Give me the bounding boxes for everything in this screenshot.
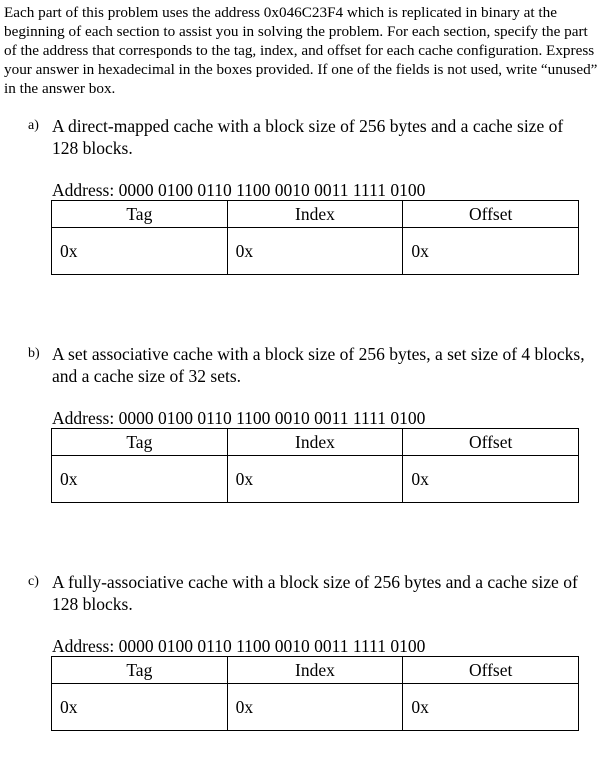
tag-header: Tag [52, 201, 228, 228]
part-b-offset-answer-box[interactable]: 0x [403, 456, 579, 503]
offset-header: Offset [403, 429, 579, 456]
part-a-answer-table [51, 200, 579, 275]
part-c-index-answer-box[interactable]: 0x [227, 684, 403, 731]
part-b-label: b) [28, 346, 40, 361]
part-a-address: Address: 0000 0100 0110 1100 0010 0011 1111 0100 [52, 180, 426, 200]
part-c-tag-answer-box[interactable]: 0x [52, 684, 228, 731]
part-b-address: Address: 0000 0100 0110 1100 0010 0011 1111 0100 [52, 408, 426, 428]
part-a-label: a) [28, 118, 39, 133]
part-c-label: c) [28, 574, 39, 589]
index-header: Index [227, 429, 403, 456]
tag-header: Tag [52, 429, 228, 456]
part-b-tag-answer-box[interactable]: 0x [52, 456, 228, 503]
part-b-description: A set associative cache with a block size of 256 bytes, a set size of 4 blocks, and a cache size of 32 sets. [52, 344, 585, 386]
part-c-answer-table [51, 656, 579, 731]
part-c-offset-answer-box[interactable]: 0x [403, 684, 579, 731]
index-header: Index [227, 657, 403, 684]
part-b-answer-table [51, 428, 579, 503]
offset-header: Offset [403, 201, 579, 228]
part-a-offset-answer-box[interactable]: 0x [403, 228, 579, 275]
part-a-index-answer-box[interactable]: 0x [227, 228, 403, 275]
part-b-index-answer-box[interactable]: 0x [227, 456, 403, 503]
part-c-address: Address: 0000 0100 0110 1100 0010 0011 1111 0100 [52, 636, 426, 656]
part-a-tag-answer-box[interactable]: 0x [52, 228, 228, 275]
problem-intro: Each part of this problem uses the address 0x046C23F4 which is replicated in binary at the beginning of each section to assist you in solving the problem. For each section, specify the part of the address that corresponds to the tag, index, and offset for each cache configuration. Express your answer in hexadecimal in the boxes provided. If one of the fields is not used, write “unused” in the answer box. [4, 4, 598, 97]
offset-header: Offset [403, 657, 579, 684]
part-a-description: A direct-mapped cache with a block size of 256 bytes and a cache size of 128 blocks. [52, 116, 564, 158]
part-c-description: A fully-associative cache with a block size of 256 bytes and a cache size of 128 blocks. [52, 572, 578, 614]
index-header: Index [227, 201, 403, 228]
tag-header: Tag [52, 657, 228, 684]
